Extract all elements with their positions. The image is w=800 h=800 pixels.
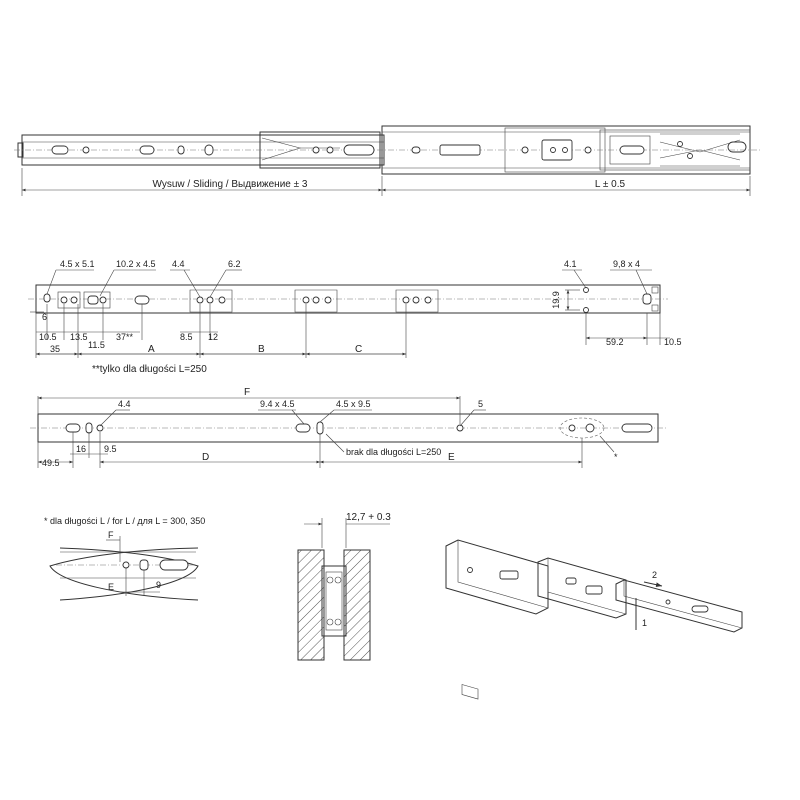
dim-hole-right: 4.1	[564, 259, 577, 269]
dim-hole-left: 4.5 x 5.1	[60, 259, 95, 269]
detail-view	[44, 516, 205, 600]
star-mark: *	[614, 452, 618, 462]
dim-hole-mid2: 6.2	[228, 259, 241, 269]
arrow-1-label: 1	[642, 618, 648, 628]
dim-9-5: 9.5	[104, 444, 117, 454]
dim-10-5-right: 10.5	[664, 337, 682, 347]
label-e: E	[448, 452, 455, 463]
sliding-label: Wysuw / Sliding / Выдвижение ± 3	[152, 179, 308, 190]
profile-1-note: **tylko dla długości L=250	[92, 364, 207, 375]
dim-8-5: 8.5	[180, 332, 193, 342]
arrow-2-label: 2	[652, 570, 658, 580]
label-f: F	[244, 387, 251, 398]
dim-16: 16	[76, 444, 87, 454]
dim-slot-4-5: 4.5 x 9.5	[336, 399, 371, 409]
length-label: L ± 0.5	[594, 179, 626, 190]
detail-label-f: F	[108, 530, 114, 540]
dim-hole-4-4: 4.4	[118, 399, 131, 409]
label-c: C	[355, 344, 363, 355]
dim-19-9: 19.9	[551, 291, 561, 309]
dim-11-5: 11.5	[88, 340, 105, 350]
dim-hole-mid: 4.4	[172, 259, 185, 269]
detail-dim-9: 9	[156, 580, 162, 590]
label-b: B	[258, 344, 265, 355]
label-a: A	[148, 344, 155, 355]
profile-1-drawing	[28, 259, 682, 375]
detail-label-e: E	[108, 582, 115, 592]
iso-view	[446, 540, 742, 699]
dim-49-5: 49.5	[42, 458, 60, 468]
dim-slot-9-4: 9.4 x 4.5	[260, 399, 295, 409]
dim-slot-right: 9,8 x 4	[613, 259, 641, 269]
dim-10-5: 10.5	[39, 332, 57, 342]
dim-slot-left: 10.2 x 4.5	[116, 259, 156, 269]
dim-13-5: 13.5	[70, 332, 88, 342]
cross-section	[298, 512, 391, 660]
detail-note: * dla długości L / for L / для L = 300, 350	[44, 516, 206, 526]
dim-35: 35	[50, 344, 61, 354]
dim-section-width: 12,7 + 0.3	[346, 512, 391, 523]
note-missing: brak dla długości L=250	[346, 447, 442, 457]
label-d: D	[202, 452, 210, 463]
dim-12: 12	[208, 332, 219, 342]
rail-top-view	[14, 126, 760, 196]
dim-edge-6: 6	[42, 312, 48, 322]
dim-37: 37**	[116, 332, 134, 342]
dim-59-2: 59.2	[606, 337, 624, 347]
profile-2-drawing	[30, 387, 666, 468]
dim-hole-5: 5	[478, 399, 484, 409]
